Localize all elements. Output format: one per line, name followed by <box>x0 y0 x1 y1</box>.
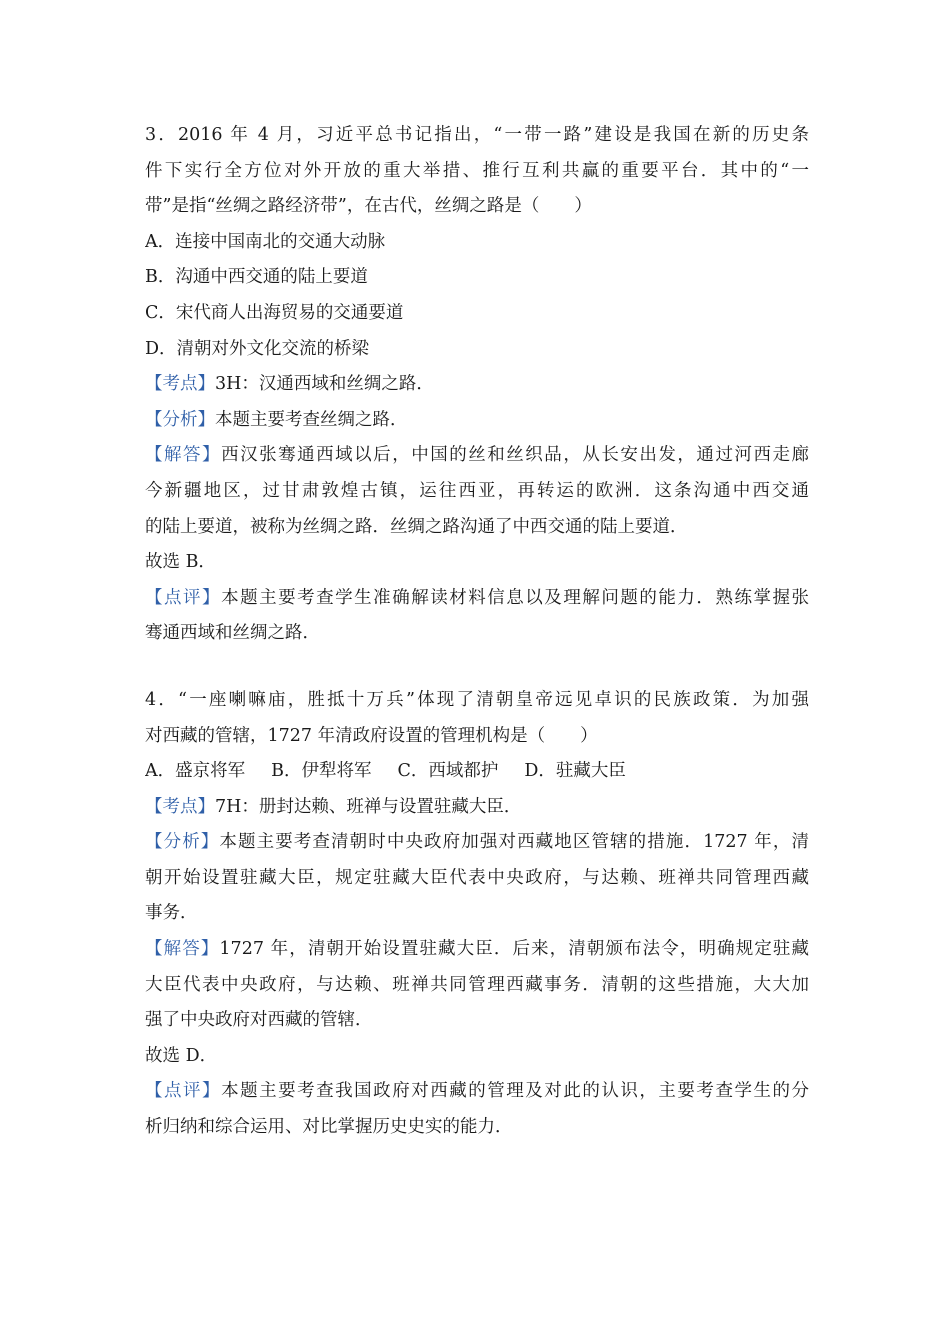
question-4 <box>145 683 809 1146</box>
q4-option-d: D．驻藏大臣 <box>524 761 626 782</box>
q4-jieda <box>145 932 809 968</box>
q4-options <box>145 754 809 790</box>
q4-stem-line: 对西藏的管辖，1727 年清政府设置的管理机构是（ ） <box>145 725 598 746</box>
jieda-tag: 【解答】 <box>145 939 220 960</box>
q4-jieda-line: 强了中央政府对西藏的管辖． <box>145 1010 373 1031</box>
q4-kaodian <box>145 790 809 826</box>
fenxi-tag: 【分析】 <box>145 409 215 430</box>
q3-dianping-line: 骞通西域和丝绸之路． <box>145 623 320 644</box>
kaodian-text: 7H：册封达赖、班禅与设置驻藏大臣． <box>215 796 522 817</box>
q3-kaodian <box>145 367 809 403</box>
kaodian-text: 3H：汉通西域和丝绸之路． <box>215 374 434 395</box>
q4-option-c: C．西域都护 <box>397 761 499 782</box>
jieda-tag: 【解答】 <box>145 445 222 466</box>
q4-fenxi-line: 朝开始设置驻藏大臣，规定驻藏大臣代表中央政府，与达赖、班禅共同管理西藏 <box>145 867 809 888</box>
q3-answer: 故选 B． <box>145 552 216 573</box>
q3-jieda-line: 今新疆地区，过甘肃敦煌古镇，运往西亚，再转运的欧洲．这条沟通中西交通 <box>145 480 809 501</box>
q3-jieda-line: 的陆上要道，被称为丝绸之路．丝绸之路沟通了中西交通的陆上要道． <box>145 516 688 537</box>
q4-option-b: B．伊犁将军 <box>271 761 372 782</box>
kaodian-tag: 【考点】 <box>145 796 215 817</box>
dianping-text: 本题主要考查学生准确解读材料信息以及理解问题的能力．熟练掌握张 <box>221 587 809 608</box>
dianping-tag: 【点评】 <box>145 587 222 608</box>
dianping-tag: 【点评】 <box>145 1081 222 1102</box>
q4-option-a: A．盛京将军 <box>145 761 246 782</box>
question-3 <box>145 118 809 652</box>
dianping-text: 本题主要考查我国政府对西藏的管理及对此的认识，主要考查学生的分 <box>221 1081 809 1102</box>
q4-stem-line: 4．“一座喇嘛庙，胜抵十万兵”体现了清朝皇帝远见卓识的民族政策．为加强 <box>145 689 809 710</box>
q3-fenxi <box>145 403 809 439</box>
fenxi-text: 本题主要考查丝绸之路． <box>215 409 408 430</box>
q4-answer: 故选 D． <box>145 1045 218 1066</box>
question-spacer <box>145 652 809 683</box>
q3-jieda <box>145 438 809 474</box>
q3-option-b: B．沟通中西交通的陆上要道 <box>145 267 368 288</box>
document-page <box>145 118 809 1146</box>
q3-dianping <box>145 581 809 617</box>
jieda-text: 西汉张骞通西域以后，中国的丝和丝织品，从长安出发，通过河西走廊 <box>221 445 809 466</box>
q3-option-c: C．宋代商人出海贸易的交通要道 <box>145 302 404 323</box>
q4-fenxi-line: 事务． <box>145 903 198 924</box>
fenxi-text: 本题主要考查清朝时中央政府加强对西藏地区管辖的措施．1727 年，清 <box>219 832 809 853</box>
q4-dianping <box>145 1074 809 1110</box>
q3-option-d: D．清朝对外文化交流的桥梁 <box>145 338 370 359</box>
q3-stem-line: 带”是指“丝绸之路经济带”，在古代，丝绸之路是（ ） <box>145 196 592 217</box>
kaodian-tag: 【考点】 <box>145 374 215 395</box>
q3-stem-line: 3．2016 年 4 月，习近平总书记指出，“一带一路”建设是我国在新的历史条 <box>145 125 809 145</box>
jieda-text: 1727 年，清朝开始设置驻藏大臣．后来，清朝颁布法令，明确规定驻藏 <box>219 939 809 960</box>
q3-stem-line: 件下实行全方位对外开放的重大举措、推行互利共赢的重要平台．其中的“一 <box>145 160 809 181</box>
fenxi-tag: 【分析】 <box>145 832 220 853</box>
q4-dianping-line: 析归纳和综合运用、对比掌握历史史实的能力． <box>145 1117 513 1138</box>
q3-option-a: A．连接中国南北的交通大动脉 <box>145 231 386 252</box>
q4-jieda-line: 大臣代表中央政府，与达赖、班禅共同管理西藏事务．清朝的这些措施，大大加 <box>145 974 809 995</box>
q4-fenxi <box>145 825 809 861</box>
